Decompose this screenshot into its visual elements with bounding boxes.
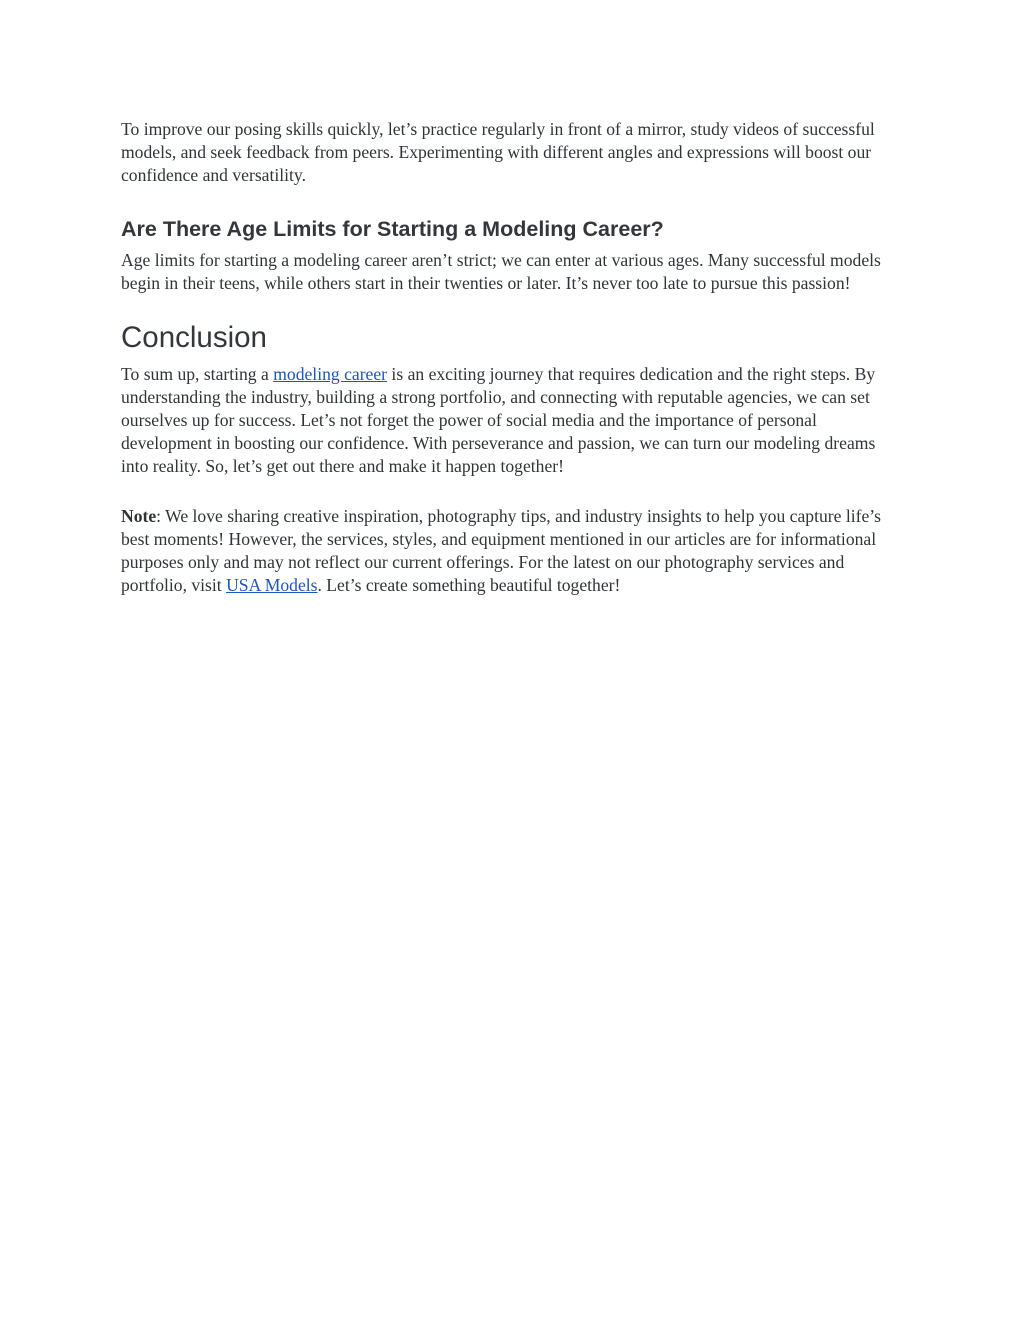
note-text-end: . Let’s create something beautiful together!: [317, 575, 621, 595]
usa-models-link[interactable]: USA Models: [226, 575, 318, 595]
note-paragraph: [121, 505, 906, 597]
age-limits-heading: Are There Age Limits for Starting a Modeling Career?: [121, 217, 664, 241]
modeling-career-link[interactable]: modeling career: [273, 364, 388, 384]
document-page: [121, 118, 906, 597]
age-limits-paragraph: Age limits for starting a modeling career aren’t strict; we can enter at various ages. Many successful models begin in their teens, while others start in their twenties or later. It’s never too late to pursue this passion!: [121, 250, 881, 293]
note-label: Note: [121, 506, 157, 526]
note-text-start: : We love sharing creative inspiration, photography tips, and industry insights to help you capture life’s best moments! However, the services, styles, and equipment mentioned in our articles are for informational purposes only and may not reflect our current offerings. For the latest on our photography services and portfolio, visit: [121, 506, 882, 595]
intro-paragraph: To improve our posing skills quickly, let’s practice regularly in front of a mirror, study videos of successful models, and seek feedback from peers. Experimenting with different angles and expressions will boost our confidence and versatility.: [121, 119, 875, 185]
conclusion-heading: Conclusion: [121, 321, 267, 354]
conclusion-text-end: is an exciting journey that requires dedication and the right steps. By understanding the industry, building a strong portfolio, and connecting with reputable agencies, we can set ourselves up for success. Let’s not forget the power of social media and the importance of personal development in boosting our confidence. With perseverance and passion, we can turn our modeling dreams into reality. So, let’s get out there and make it happen together!: [121, 364, 876, 476]
conclusion-paragraph: [121, 363, 906, 478]
conclusion-text-start: To sum up, starting a: [121, 364, 274, 384]
